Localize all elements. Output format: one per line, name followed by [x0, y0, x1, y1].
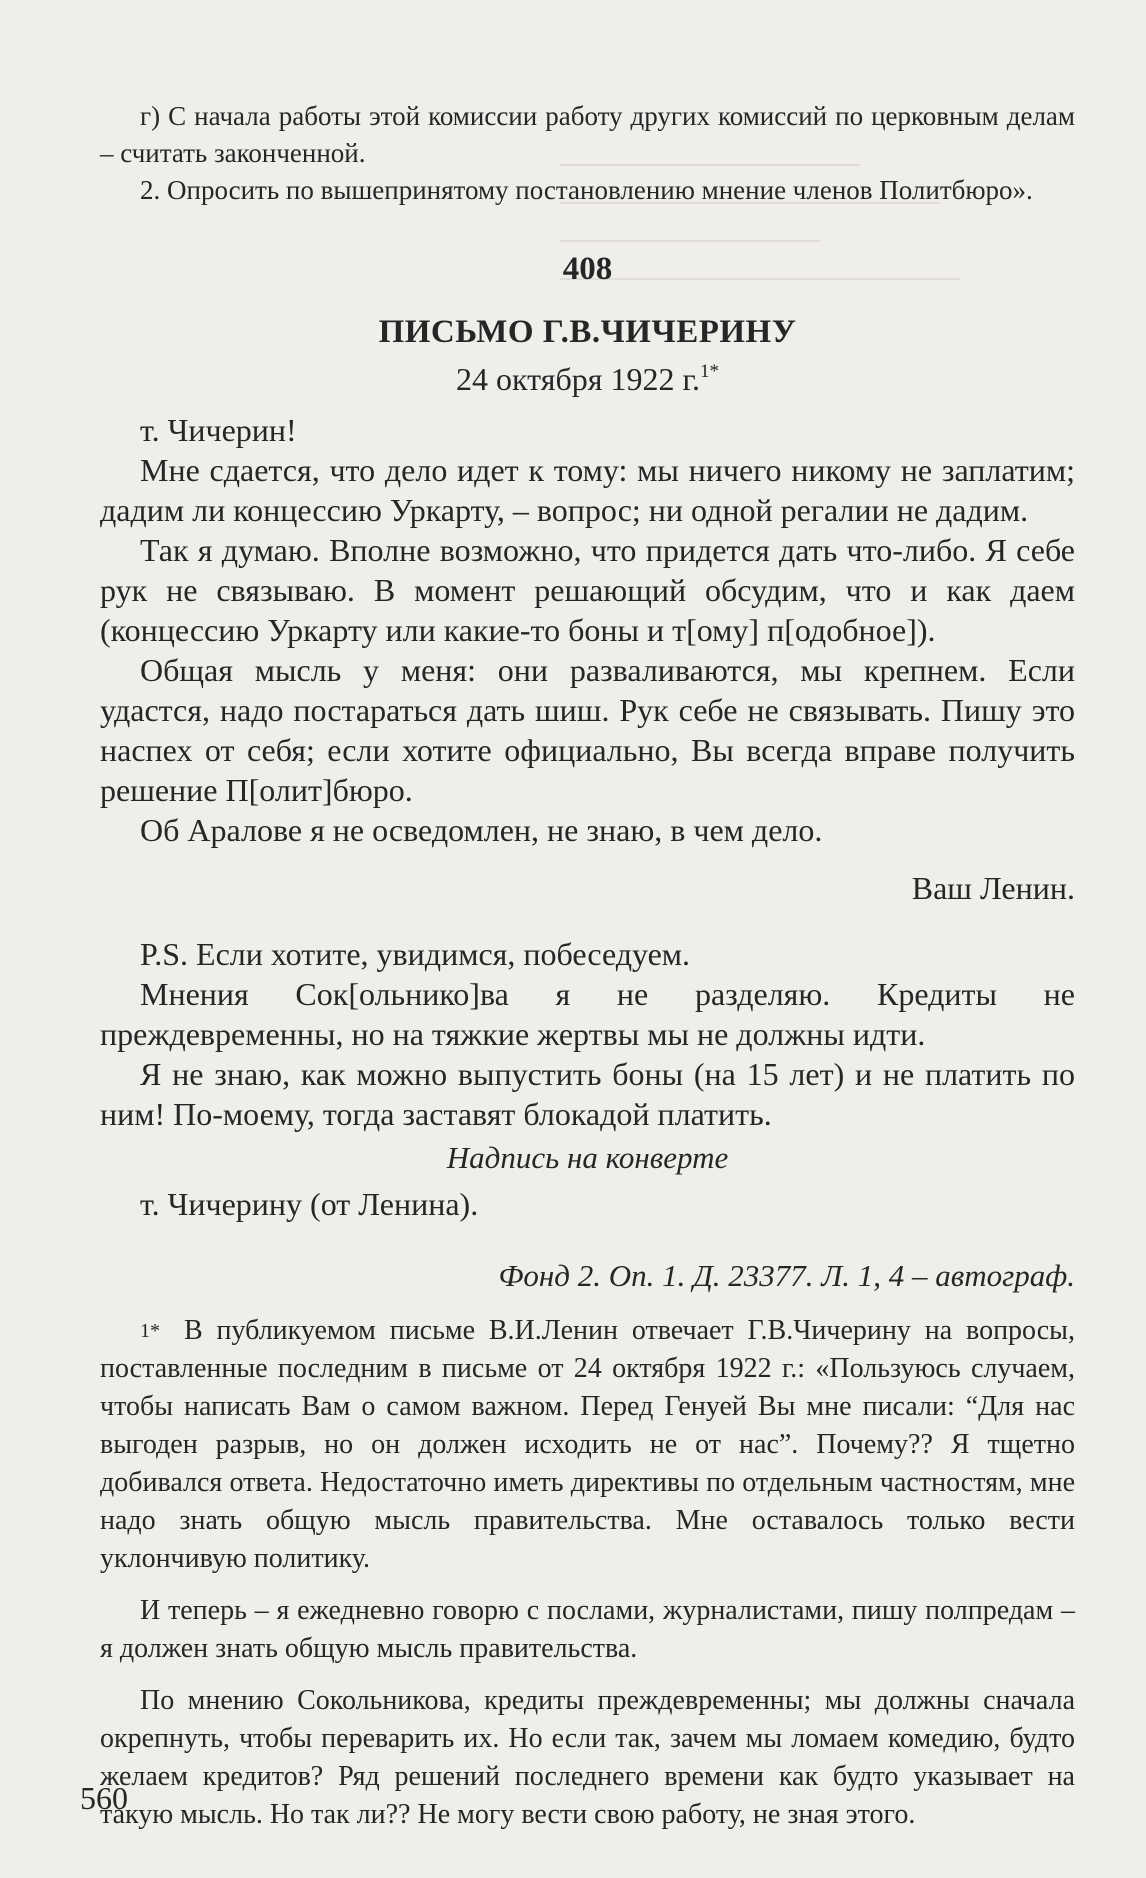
letter-paragraph-3: Общая мысль у меня: они разваливаются, мы крепнем. Если удастся, надо постараться дать шиш. Рук себе не связывать. Пишу это наспех от себя; если хотите официально, Вы всегда вправе получить решение П[олит]бюро. — [100, 652, 1075, 808]
letter-paragraph-2: Так я думаю. Вполне возможно, что придется дать что-либо. Я себе рук не связываю. В момент решающий обсудим, что и как даем (концессию Уркарту или какие-то боны и т[ому] п[одобное]). — [100, 532, 1075, 648]
page-number: 560 — [80, 1780, 128, 1816]
footnote-paragraph-2: И теперь – я ежедневно говорю с послами, журналистами, пишу полпредам – я должен знать общую мысль правительства. — [100, 1595, 1075, 1664]
document-date-line — [100, 361, 1075, 398]
postscript-line-3: Я не знаю, как можно выпустить боны (на 15 лет) и не платить по ним! По-моему, тогда заставят блокадой платить. — [100, 1056, 1075, 1132]
footnote-paragraph-3: По мнению Сокольникова, кредиты преждевременны; мы должны сначала окрепнуть, чтобы переварить их. Но если так, зачем мы ломаем комедию, будто желаем кредитов? Ряд решений последнего времени как будто указывает на такую мысль. Но так ли?? Не могу вести свою работу, не зная этого. — [100, 1685, 1075, 1830]
envelope-heading: Надпись на конверте — [446, 1140, 729, 1175]
footnote-paragraph-1 — [100, 1312, 1075, 1578]
signature: Ваш Ленин. — [911, 870, 1075, 906]
header-paragraph-1: г) С начала работы этой комиссии работу других комиссий по церковным делам – считать законченной. — [100, 101, 1075, 168]
footnote-text-1: В публикуемом письме В.И.Ленин отвечает Г.В.Чичерину на вопросы, поставленные последним в письме от 24 октября 1922 г.: «Пользуюсь случаем, чтобы написать Вам о самом важном. Перед Генуей Вы мне писали: “Для нас выгоден разрыв, но он должен исходить не от нас”. Почему?? Я тщетно добивался ответа. Недостаточно иметь директивы по отдельным частностям, мне надо знать общую мысль правительства. Мне оставалось только вести уклончивую политику. — [100, 1315, 1075, 1574]
envelope-text: т. Чичерину (от Ленина). — [140, 1186, 479, 1222]
footnote-mark: 1* — [140, 1320, 160, 1342]
postscript-line-1: P.S. Если хотите, увидимся, побеседуем. — [140, 936, 691, 972]
page-content — [100, 98, 1075, 1834]
header-paragraph-2: 2. Опросить по вышепринятому постановлению мнение членов Политбюро». — [140, 175, 1033, 205]
document-title: ПИСЬМО Г.В.ЧИЧЕРИНУ — [378, 314, 797, 350]
document-date: 24 октября 1922 г. — [456, 361, 700, 397]
letter-paragraph-4: Об Аралове я не осведомлен, не знаю, в чем дело. — [140, 812, 823, 848]
postscript-line-2: Мнения Сок[ольнико]ва я не разделяю. Кредиты не преждевременны, но на тяжкие жертвы мы не должны идти. — [100, 976, 1075, 1052]
letter-paragraph-1: Мне сдается, что дело идет к тому: мы ничего никому не заплатим; дадим ли концессию Уркарту, – вопрос; ни одной регалии не дадим. — [100, 452, 1075, 528]
date-footnote-mark[interactable]: 1* — [699, 361, 719, 382]
archival-source: Фонд 2. Оп. 1. Д. 23377. Л. 1, 4 – автограф. — [498, 1258, 1075, 1293]
salutation: т. Чичерин! — [140, 412, 297, 448]
document-number: 408 — [562, 251, 613, 287]
